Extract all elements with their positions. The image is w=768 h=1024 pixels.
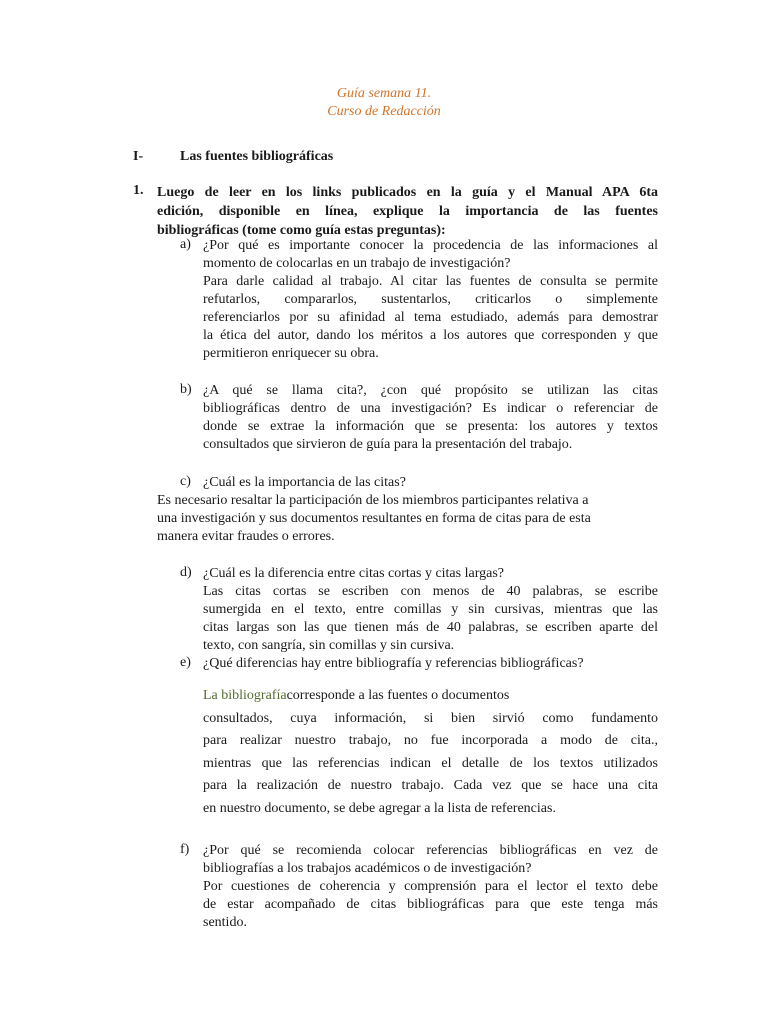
question-line: bibliográficas (tome como guía estas preguntas): [157, 223, 446, 238]
text-line: ¿Cuál es la diferencia entre citas cortas y citas largas? [203, 566, 504, 581]
item-letter-e: e) [180, 655, 191, 670]
text-line: ¿A qué se llama cita?, ¿con qué propósito se utilizan las citas [203, 383, 658, 398]
text-line: sentido. [203, 915, 247, 930]
item-b-text [203, 382, 658, 454]
text-line: bibliográficas dentro de una investigación? Es indicar o referenciar de [203, 401, 658, 416]
text-line: para la realización de nuestro trabajo. Cada vez que se hace una cita [203, 778, 658, 793]
text-line: ¿Qué diferencias hay entre bibliografía y referencias bibliográficas? [203, 656, 584, 671]
text-line: bibliografías a los trabajos académicos o de investigación? [203, 861, 532, 876]
text-line: ¿Por qué se recomienda colocar referencias bibliográficas en vez de [203, 843, 658, 858]
item-letter-f: f) [180, 842, 190, 857]
text-line: permitieron enriquecer su obra. [203, 346, 379, 361]
text-line: para realizar nuestro trabajo, no fue incorporada a modo de cita., [203, 733, 658, 748]
text-line [203, 685, 658, 708]
text-line: momento de colocarlas en un trabajo de investigación? [203, 256, 511, 271]
item-c-question [203, 474, 658, 492]
item-letter-c: c) [180, 474, 191, 489]
item-letter-b: b) [180, 382, 192, 397]
text-line: ¿Cuál es la importancia de las citas? [203, 475, 406, 490]
item-e-answer [203, 685, 658, 820]
text-line: Las citas cortas se escriben con menos de 40 palabras, se escribe [203, 584, 658, 599]
text-line: Por cuestiones de coherencia y comprensión para el lector el texto debe [203, 879, 658, 894]
item-c-answer [157, 492, 657, 546]
item-e-question [203, 655, 658, 673]
text-line: consultados, cuya información, si bien sirvió como fundamento [203, 710, 658, 726]
section-number: I- [133, 149, 144, 164]
doc-title-line1: Guía semana 11. [336, 86, 432, 101]
question-number: 1. [133, 183, 144, 198]
text-line: la ética del autor, dando los méritos a los autores que corresponden y que [203, 328, 658, 343]
text-line: en nuestro documento, se debe agregar a la lista de referencias. [203, 800, 556, 816]
item-a-text [203, 237, 658, 363]
text-line: de estar acompañado de citas bibliográficas para que este tenga más [203, 897, 658, 912]
text-line: refutarlos, compararlos, sustentarlos, criticarlos o simplemente [203, 292, 658, 307]
text-line: ¿Por qué es importante conocer la procedencia de las informaciones al [203, 238, 658, 253]
question-line: Luego de leer en los links publicados en la guía y el Manual APA 6ta [157, 185, 658, 200]
question-text [157, 183, 658, 240]
text-line: consultados que sirvieron de guía para la presentación del trabajo. [203, 437, 573, 452]
text-fragment: corresponde a las fuentes o documentos [286, 688, 510, 703]
text-line: Para darle calidad al trabajo. Al citar las fuentes de consulta se permite [203, 274, 658, 289]
text-line: donde se extrae la información que se presenta: los autores y textos [203, 419, 658, 434]
text-line: referenciarlos por su afinidad al tema estudiado, además para demostrar [203, 310, 658, 325]
item-d-text [203, 565, 658, 655]
text-line: mientras que las referencias indican el detalle de los textos utilizados [203, 755, 658, 771]
text-line: Es necesario resaltar la participación de los miembros participantes relativa a [157, 493, 589, 508]
text-line: una investigación y sus documentos resultantes en forma de citas para de esta [157, 511, 591, 526]
item-letter-a: a) [180, 237, 191, 252]
text-line: texto, con sangría, sin comillas y sin cursiva. [203, 638, 455, 653]
text-line: citas largas son las que tienen más de 40 palabras, se escriben aparte del [203, 620, 658, 635]
section-heading: Las fuentes bibliográficas [180, 149, 334, 164]
text-line: manera evitar fraudes o errores. [157, 529, 335, 544]
doc-title-line2: Curso de Redacción [327, 104, 441, 119]
item-letter-d: d) [180, 565, 192, 580]
text-line: sumergida en el texto, entre comillas y sin cursivas, mientras que las [203, 602, 658, 617]
item-f-text [203, 842, 658, 932]
highlighted-term: La bibliografía [203, 688, 287, 703]
question-line: edición, disponible en línea, explique la importancia de las fuentes [157, 204, 658, 219]
